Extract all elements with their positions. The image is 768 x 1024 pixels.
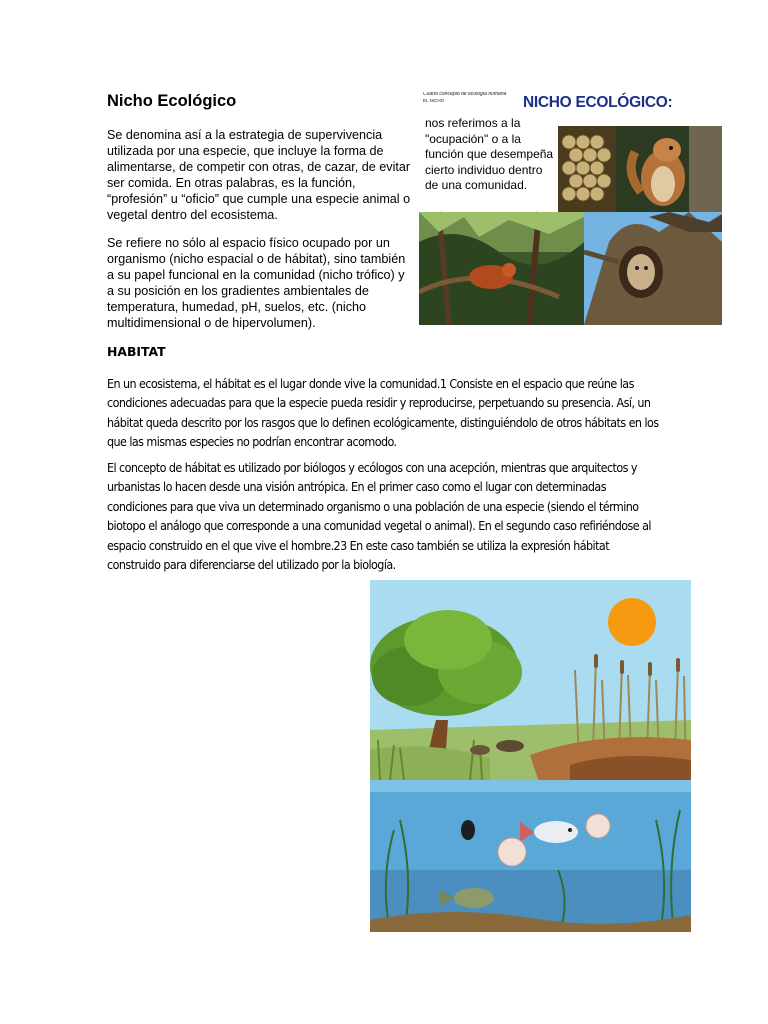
habitat-definition-paragraph: En un ecosistema, el hábitat es el lugar donde vive la comunidad.1 Consiste en el espacio que reúne las condiciones adecuadas para que la especie pueda residir y reproducirse, perpetuando su presencia. Así, un hábitat queda descrito por los rasgos que lo definen ecológicamente, distinguiéndolo de otros hábitats en los que las mismas especies no podrían encontrar acomodo. <box>107 376 659 450</box>
page-title: Nicho Ecológico <box>107 92 237 110</box>
niche-small-caption-2: EL NICHO <box>423 98 445 103</box>
niche-definition-paragraph: Se denomina así a la estrategia de supervivencia utilizada por una especie, que incluye la forma de alimentarse, de competir con otras, de cazar, de evitar ser comida. En otras palabras, es la función, “profesión” u “oficio” que cumple una especie animal o vegetal dentro del ecosistema. <box>107 128 411 222</box>
habitat-heading: HABITAT <box>107 344 166 359</box>
habitat-concept-paragraph: El concepto de hábitat es utilizado por biólogos y ecólogos con una acepción, mientras que arquitectos y urbanistas lo hacen desde una visión antrópica. En el primer caso como el lugar con determinadas condiciones para que viva un determinado organismo o una población de una especie (siendo el término biotopo el análogo que corresponde a una comunidad vegetal o animal). En el segundo caso refiriéndose al espacio construido en el que vive el hombre.23 En este caso también se utiliza la expresión hábitat construido para diferenciarse del utilizado por la biología. <box>107 460 651 573</box>
niche-figure-text: nos referimos a la "ocupación" o a la función que desempeña cierto individuo dentro de una comunidad. <box>425 116 554 192</box>
habitat-scene <box>370 580 691 932</box>
niche-scope-paragraph: Se refiere no sólo al espacio físico ocupado por un organismo (nicho espacial o de hábitat), sino también a su papel funcional en la comunidad (nicho trófico) y a su posición en los gradientes ambientales de temperatura, humedad, pH, suelos, etc. (nicho multidimensional o de hipervolumen). <box>107 236 406 330</box>
sun-icon <box>608 598 656 646</box>
habitat-illustration <box>370 580 691 932</box>
beetle-icon <box>461 820 475 840</box>
niche-small-caption: Cuarto concepto de ecología humana <box>423 92 507 97</box>
niche-figure-heading: NICHO ECOLÓGICO: <box>523 94 673 111</box>
niche-collage-image <box>419 92 722 325</box>
